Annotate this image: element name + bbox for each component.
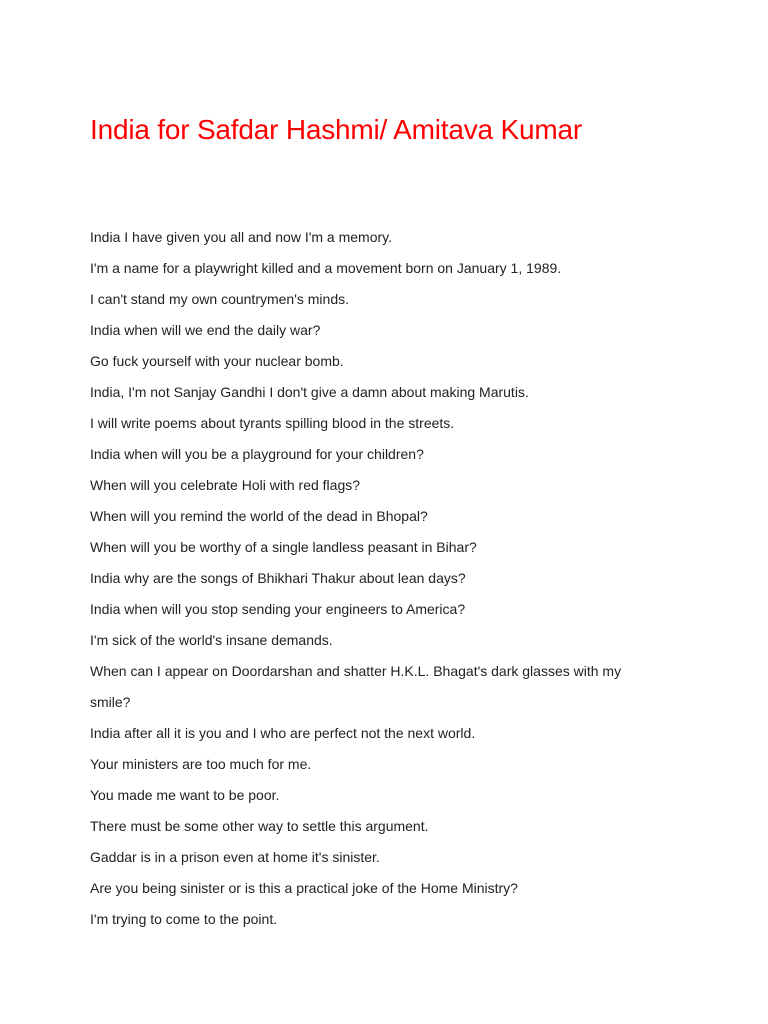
poem-line: India I have given you all and now I'm a memory. (90, 229, 393, 245)
poem-line: Are you being sinister or is this a practical joke of the Home Ministry? (90, 880, 518, 896)
poem-line: When can I appear on Doordarshan and shatter H.K.L. Bhagat's dark glasses with my (90, 663, 622, 679)
poem-line: India when will we end the daily war? (90, 322, 321, 338)
poem-line: India, I'm not Sanjay Gandhi I don't give a damn about making Marutis. (90, 384, 529, 400)
poem-line: When will you remind the world of the dead in Bhopal? (90, 508, 428, 524)
document-title: India for Safdar Hashmi/ Amitava Kumar (90, 114, 582, 145)
poem-line: I'm a name for a playwright killed and a movement born on January 1, 1989. (90, 260, 562, 276)
poem-line: You made me want to be poor. (90, 787, 280, 803)
poem-line: I'm trying to come to the point. (90, 911, 278, 927)
poem-line: India when will you be a playground for your children? (90, 446, 424, 462)
poem-line: India after all it is you and I who are perfect not the next world. (90, 725, 476, 741)
poem-line: India why are the songs of Bhikhari Thakur about lean days? (90, 570, 466, 586)
poem-line: When will you be worthy of a single landless peasant in Bihar? (90, 539, 477, 555)
poem-line: Your ministers are too much for me. (90, 756, 312, 772)
poem-line: I can't stand my own countrymen's minds. (90, 291, 350, 307)
poem-body (90, 222, 690, 935)
poem-line: Go fuck yourself with your nuclear bomb. (90, 353, 344, 369)
poem-line: I will write poems about tyrants spilling blood in the streets. (90, 415, 455, 431)
poem-line: There must be some other way to settle this argument. (90, 818, 429, 834)
poem-line: Gaddar is in a prison even at home it's sinister. (90, 849, 380, 865)
poem-line: smile? (90, 694, 131, 710)
poem-line: When will you celebrate Holi with red flags? (90, 477, 361, 493)
poem-line: India when will you stop sending your engineers to America? (90, 601, 466, 617)
poem-line: I'm sick of the world's insane demands. (90, 632, 333, 648)
